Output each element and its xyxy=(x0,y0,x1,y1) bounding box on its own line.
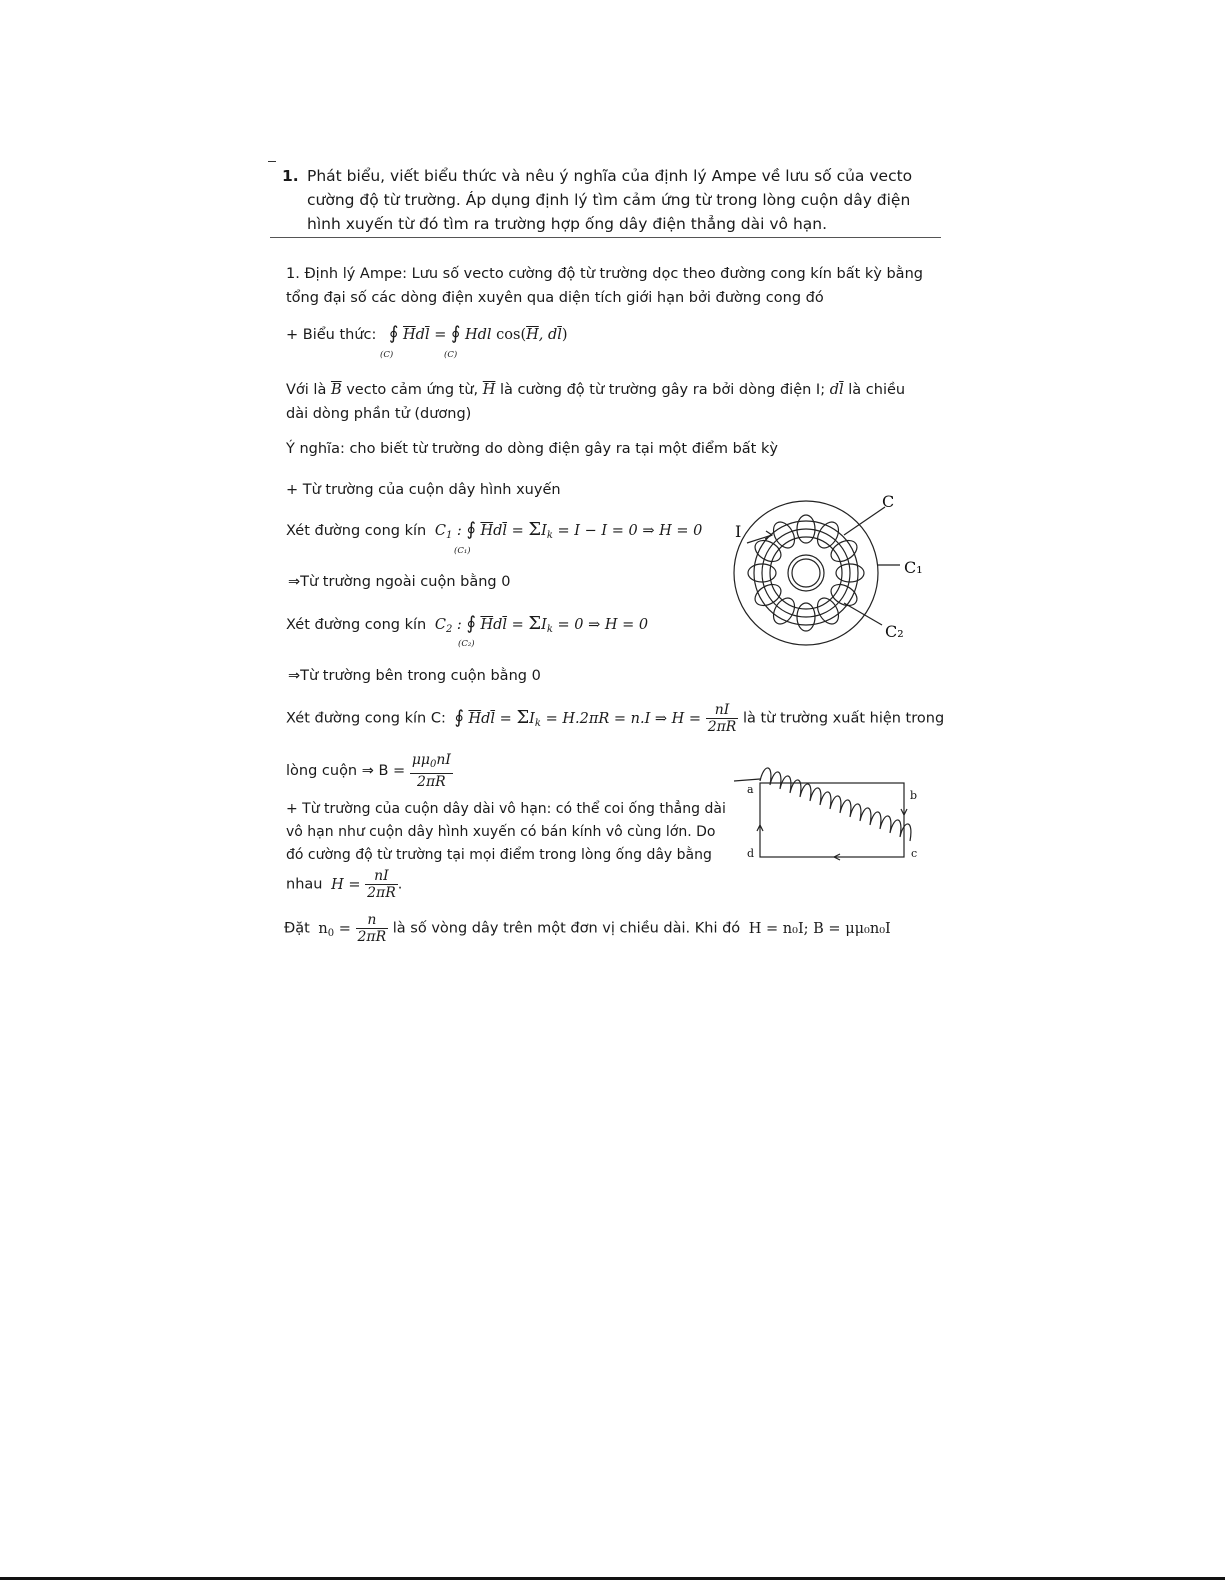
c-tail: là từ trường xuất hiện trong xyxy=(742,710,945,727)
n0-fraction: $\frac{n}{2\pi R}$ xyxy=(357,912,387,945)
label-c1: C₁ xyxy=(904,558,923,577)
ampere-definition: 1. Định lý Ampe: Lưu số vecto cường độ từ trường dọc theo đường cong kín bất kỳ bằng tổng đại số các dòng điện xuyên qua diện tích giới hạn bởi đường cong đó xyxy=(286,266,923,306)
question-text: Phát biểu, viết biểu thức và nêu ý nghĩa của định lý Ampe về lưu số của vecto cường độ từ trường. Áp dụng định lý tìm cảm ứng từ trong lòng cuộn dây điện hình xuyến từ đó tìm ra trường hợp ống dây điện thẳng dài vô hạn. xyxy=(307,167,913,233)
c-fraction: $\frac{nI}{2\pi R}$ xyxy=(707,702,737,735)
question-divider xyxy=(270,237,941,238)
outside-result: ⇒Từ trường ngoài cuộn bằng 0 xyxy=(288,574,511,590)
c2-formula: $C_2$ : ∮ $\overline{H}d\overline{l} = \Sigma I_k = 0$ ⇒ H = 0 xyxy=(434,613,649,635)
label-i: I xyxy=(735,522,742,541)
equal-line: nhau H = $\frac{nI}{2\pi R}$ . xyxy=(286,868,403,901)
c1-equation: = I − I = 0 ⇒ H = 0 xyxy=(557,523,703,539)
label-c2: C₂ xyxy=(885,622,904,641)
dat-line: Đặt $n_0$ = $\frac{n}{2\pi R}$ là số vòng dây trên một đơn vị chiều dài. Khi đó H = n₀I; B = μμ₀n₀I xyxy=(284,912,891,945)
label-c: C xyxy=(882,492,895,511)
meaning: Ý nghĩa: cho biết từ trường do dòng điện gây ra tại một điểm bất kỳ xyxy=(286,441,778,457)
c1-label: Xét đường cong kín xyxy=(286,523,427,539)
b-fraction: $\frac{\mu\mu_0nI}{2\pi R}$ xyxy=(411,752,451,790)
coil-line xyxy=(286,752,453,790)
curve-c2-circle xyxy=(788,555,824,591)
expression-limit-right: (C) xyxy=(444,350,458,360)
b-vector: $\overline{B}$ xyxy=(330,382,342,398)
c-line xyxy=(286,702,944,736)
c-formula: ∮ $\overline{H}d\overline{l} = \Sigma I_k = H.2\pi R = n.I$ ⇒ H = xyxy=(454,706,702,729)
label-c: c xyxy=(911,847,918,860)
c2-limit: (C₂) xyxy=(458,639,475,649)
coil-label: lòng cuộn ⇒ B = xyxy=(286,763,406,779)
with-text-1: Với là xyxy=(286,382,327,398)
expression-limit-left: (C) xyxy=(380,350,394,360)
curve-c-circle xyxy=(762,529,850,617)
inside-result: ⇒Từ trường bên trong cuộn bằng 0 xyxy=(288,668,541,684)
with-line-2: dài dòng phần tử (dương) xyxy=(286,406,472,422)
label-d: d xyxy=(747,847,755,860)
label-b: b xyxy=(910,789,918,802)
c-label: Xét đường cong kín C: xyxy=(286,710,446,727)
expression-formula: ∮ $\overline{H}d\overline{l}$ = ∮ Hdl $\cos(\overline{H}$, $d\overline{l}$) xyxy=(389,323,568,344)
curve-c1-circle xyxy=(734,501,878,645)
toroid-windings xyxy=(748,515,864,631)
solenoid-figure xyxy=(730,765,940,865)
toroid-figure xyxy=(720,485,940,655)
c2-label: Xét đường cong kín xyxy=(286,617,427,633)
final-formula: H = n₀I; B = μμ₀n₀I xyxy=(748,920,891,937)
with-text-3: là cường độ từ trường gây ra bởi dòng điện I; xyxy=(500,382,826,398)
equal-label: nhau xyxy=(286,876,323,893)
h-vector: $\overline{H}$ xyxy=(482,382,496,398)
with-text-4: là chiều xyxy=(848,382,906,398)
label-a: a xyxy=(747,783,754,796)
with-text-2: vecto cảm ứng từ, xyxy=(346,382,479,398)
c1-formula: $C_1$ : ∮ $\overline{H}d\overline{l} = \Sigma I_k = I - I = 0$ ⇒ H = 0 xyxy=(434,519,703,541)
dat-label: Đặt xyxy=(284,920,310,937)
page-bottom-border xyxy=(0,1577,1225,1580)
c-equation: = H.2πR = n.I ⇒ H = xyxy=(545,710,702,727)
amperian-loop xyxy=(760,783,904,857)
h-fraction: $\frac{nI}{2\pi R}$ xyxy=(367,868,396,901)
solenoid-text: + Từ trường của cuộn dây dài vô hạn: có thể coi ống thẳng dài vô hạn như cuộn dây hình xuyến có bán kính vô cùng lớn. Do đó cường độ từ trường tại mọi điểm trong lòng ống dây bằng xyxy=(286,801,726,863)
c2-equation: = 0 ⇒ H = 0 xyxy=(557,617,649,633)
dl-vector: $d\overline{l}$ xyxy=(829,382,844,398)
c2-line xyxy=(286,612,648,642)
expression-label: + Biểu thức: xyxy=(286,327,377,343)
with-line xyxy=(286,378,905,402)
c1-line xyxy=(286,518,702,548)
question-number: 1. xyxy=(282,167,299,185)
expression-line xyxy=(286,322,568,347)
toroid-heading: + Từ trường của cuộn dây hình xuyến xyxy=(286,482,561,498)
solenoid-coil xyxy=(760,768,911,841)
top-dash xyxy=(268,161,276,162)
c1-limit: (C₁) xyxy=(454,546,471,556)
dat-tail: là số vòng dây trên một đơn vị chiều dài. Khi đó xyxy=(392,920,741,937)
